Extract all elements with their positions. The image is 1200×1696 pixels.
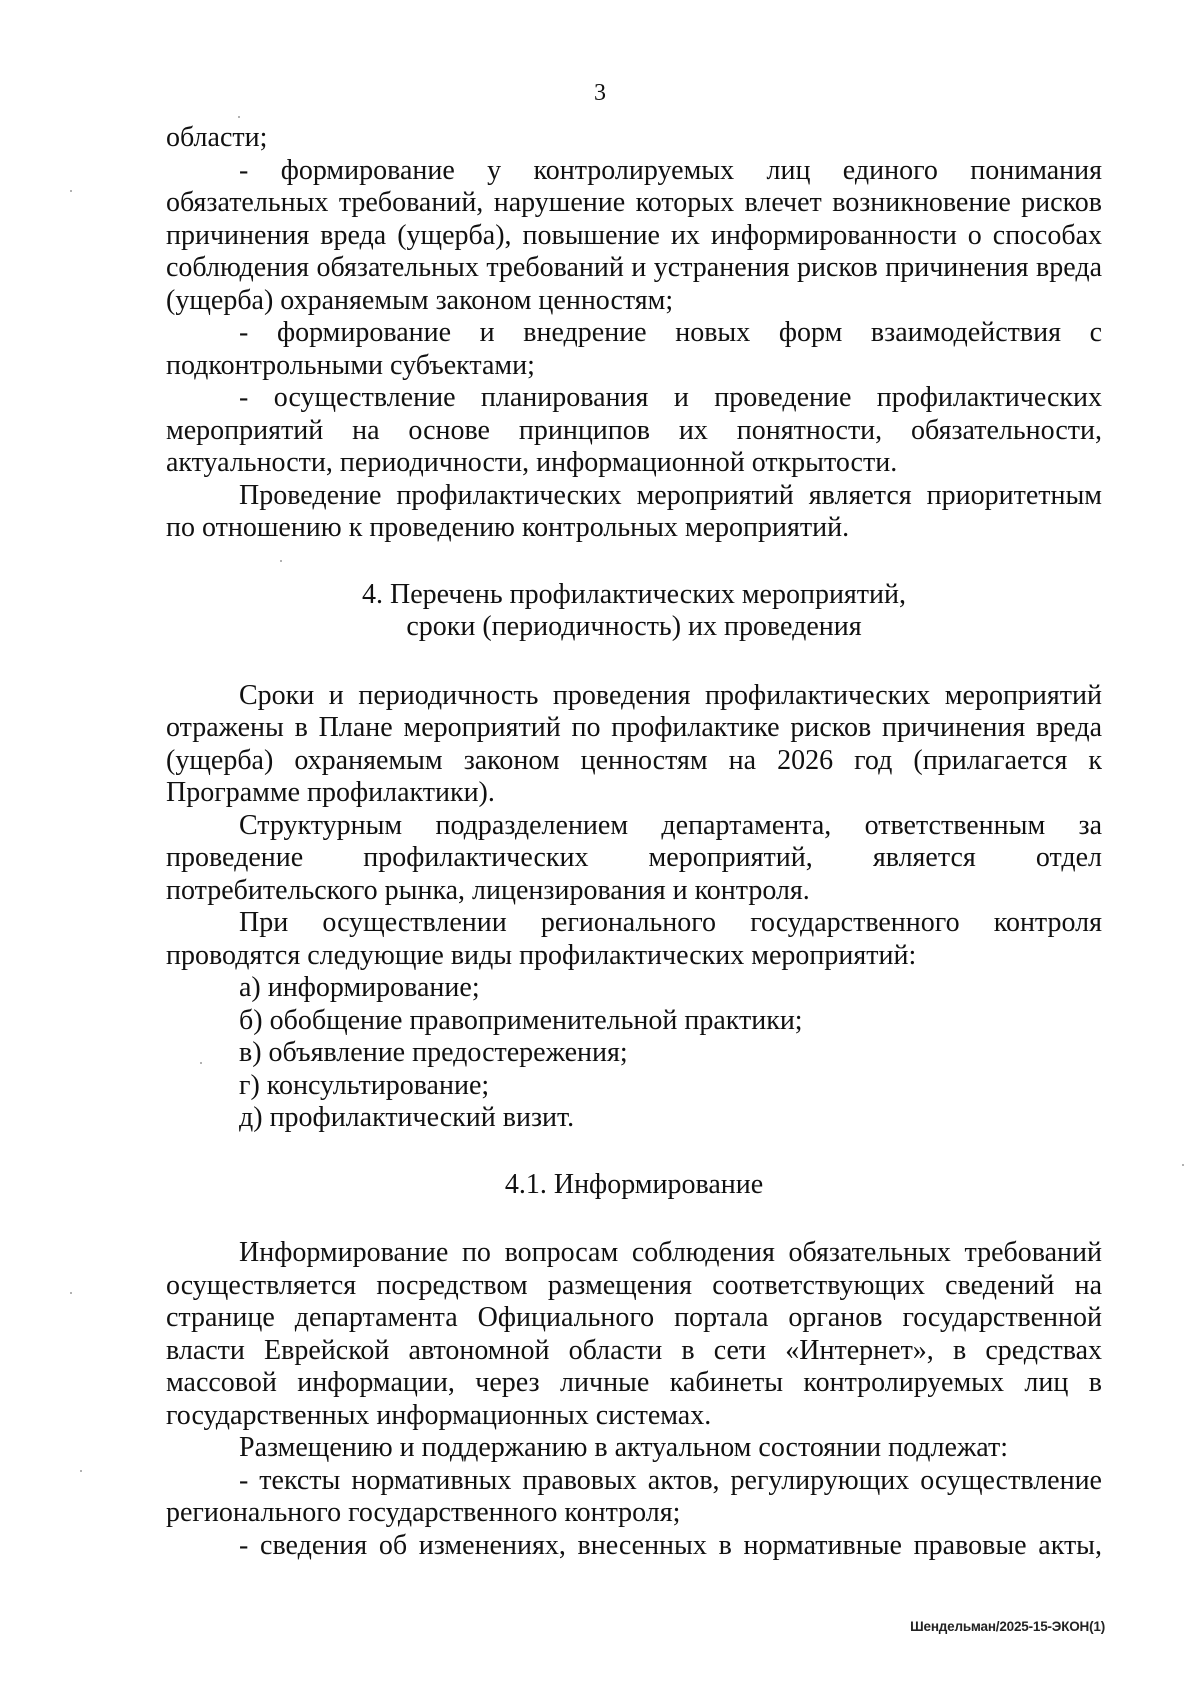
page-number: 3 (594, 80, 606, 106)
scan-speck (280, 560, 282, 562)
scan-speck (70, 1292, 72, 1294)
paragraph: - тексты нормативных правовых актов, регулирующих осуществление регионального государственного контроля; (166, 1464, 1102, 1528)
goal-item: - формирование и внедрение новых форм взаимодействия с подконтрольными субъектами; (166, 317, 1102, 381)
list-item: д) профилактический визит. (239, 1102, 575, 1133)
scan-speck (70, 190, 72, 192)
list-item: в) объявление предостережения; (239, 1037, 628, 1068)
paragraph: Сроки и периодичность проведения профилактических мероприятий отражены в Плане мероприятий по профилактике рисков причинения вреда (ущерба) охраняемым законом ценностям на 2026 год (прилагается к Программе профилактики). (166, 679, 1102, 808)
scan-speck (1182, 1164, 1184, 1166)
spacer (166, 644, 1102, 680)
spacer (166, 545, 1102, 579)
paragraph: Информирование по вопросам соблюдения обязательных требований осуществляется посредством размещения соответствующих сведений на странице департамента Официального портала органов государственной власти Еврейской автономной области в сети «Интернет», в средствах массовой информации, через личные кабинеты контролируемых лиц в государственных информационных системах. (166, 1237, 1102, 1431)
document-footer-code: Шендельман/2025-15-ЭКОН(1) (910, 1619, 1105, 1634)
list-item: а) информирование; (239, 972, 480, 1003)
spacer (166, 1201, 1102, 1237)
paragraph: При осуществлении регионального государственного контроля проводятся следующие виды профилактических мероприятий: (166, 907, 1102, 971)
scan-speck (238, 116, 240, 118)
spacer (166, 1135, 1102, 1169)
subsection-heading: 4.1. Информирование (504, 1168, 764, 1200)
paragraph: Размещению и поддержанию в актуальном состоянии подлежат: (239, 1432, 1009, 1463)
scan-speck (80, 1470, 82, 1472)
list-item: б) обобщение правоприменительной практики; (239, 1004, 803, 1036)
page-content (166, 122, 1102, 1562)
goal-item: - формирование у контролируемых лиц единого понимания обязательных требований, нарушение которых влечет возникновение рисков причинения вреда (ущерба), повышение их информированности о способах соблюдения обязательных требований и устранения рисков причинения вреда (ущерба) охраняемым законом ценностям; (166, 154, 1102, 316)
paragraph-continued: - сведения об изменениях, внесенных в нормативные правовые акты, (239, 1529, 1102, 1561)
paragraph: Проведение профилактических мероприятий является приоритетным по отношению к проведению контрольных мероприятий. (166, 479, 1102, 543)
section-heading-line1: 4. Перечень профилактических мероприятий, (361, 578, 907, 610)
scan-speck (200, 1062, 202, 1064)
section-heading-line2: сроки (периодичность) их проведения (406, 611, 862, 642)
paragraph: Структурным подразделением департамента, ответственным за проведение профилактических мероприятий, является отдел потребительского рынка, лицензирования и контроля. (166, 809, 1102, 906)
goal-item: - осуществление планирования и проведение профилактических мероприятий на основе принципов их понятности, обязательности, актуальности, периодичности, информационной открытости. (166, 382, 1102, 478)
list-item: г) консультирование; (239, 1069, 490, 1101)
paragraph-continuation: области; (166, 122, 268, 153)
